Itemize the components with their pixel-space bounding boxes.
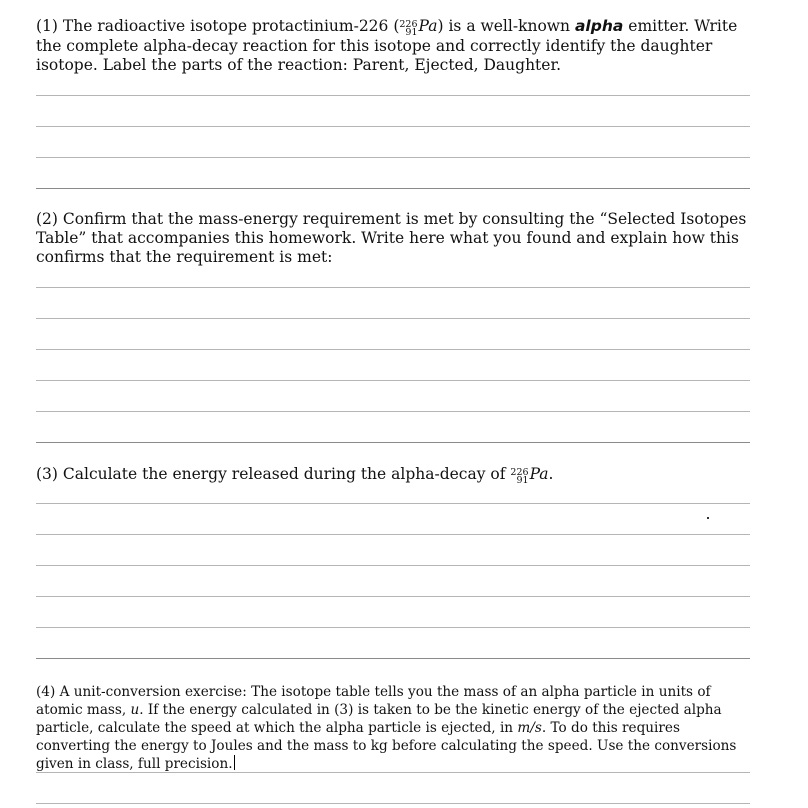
- isotope-mass-number: 226: [510, 467, 529, 478]
- question-1-suffix: emitter. Write the complete alpha-decay reaction for this isotope and correctly identify the daughter isotope. Label the parts of the reaction: Parent, Ejected, Daughter.: [36, 17, 738, 74]
- unit-u: u: [130, 702, 140, 718]
- question-3-prefix: (3) Calculate the energy released during the alpha-decay of: [36, 465, 511, 483]
- isotope-symbol: Pa: [529, 465, 549, 483]
- answer-line[interactable]: [36, 95, 750, 96]
- question-3-suffix: .: [548, 465, 554, 483]
- question-3: [36, 465, 752, 485]
- isotope-symbol: Pa: [418, 17, 438, 35]
- question-4-part-2: . If the energy calculated in (3) is taken to be the kinetic energy of the ejected alpha particle, calculate the speed at which the alpha particle is ejected, in: [36, 702, 722, 736]
- stray-mark: [707, 517, 709, 519]
- question-2: (2) Confirm that the mass-energy requirement is met by consulting the “Selected Isotopes Table” that accompanies this homework. Write here what you found and explain how this confirms that the requirement is met:: [36, 210, 747, 266]
- question-1-prefix: (1) The radioactive isotope protactinium-226 (: [36, 17, 400, 35]
- answer-line[interactable]: [36, 627, 750, 628]
- question-4[interactable]: [36, 683, 752, 773]
- unit-m-per-s: m/s: [517, 720, 542, 736]
- isotope-mass-number: 226: [399, 19, 418, 30]
- answer-line[interactable]: [36, 565, 750, 566]
- answer-line[interactable]: [36, 380, 750, 381]
- answer-line[interactable]: [36, 349, 750, 350]
- answer-line[interactable]: [36, 772, 750, 773]
- alpha-emphasis: alpha: [574, 17, 624, 35]
- answer-line[interactable]: [36, 658, 750, 659]
- answer-line[interactable]: [36, 442, 750, 443]
- answer-line[interactable]: [36, 287, 750, 288]
- answer-line[interactable]: [36, 157, 750, 158]
- answer-line[interactable]: [36, 503, 750, 504]
- isotope-pa-226: [510, 465, 549, 486]
- question-1-middle: ) is a well-known: [437, 17, 575, 35]
- question-4-part-1: (4) A unit-conversion exercise: The isotope table tells you the mass of an alpha particle in units of atomic mass,: [36, 684, 711, 718]
- answer-line[interactable]: [36, 188, 750, 189]
- question-4-part-3: . To do this requires converting the energy to Joules and the mass to kg before calculating the speed. Use the conversions given in class, full precision.: [36, 720, 737, 772]
- text-cursor: [234, 755, 236, 770]
- answer-line[interactable]: [36, 534, 750, 535]
- answer-line[interactable]: [36, 411, 750, 412]
- answer-line[interactable]: [36, 803, 750, 804]
- answer-line[interactable]: [36, 318, 750, 319]
- isotope-atomic-number: 91: [516, 475, 529, 486]
- isotope-pa-226: [399, 17, 438, 38]
- answer-line[interactable]: [36, 126, 750, 127]
- answer-line[interactable]: [36, 596, 750, 597]
- isotope-atomic-number: 91: [405, 27, 418, 38]
- question-1: [36, 17, 752, 75]
